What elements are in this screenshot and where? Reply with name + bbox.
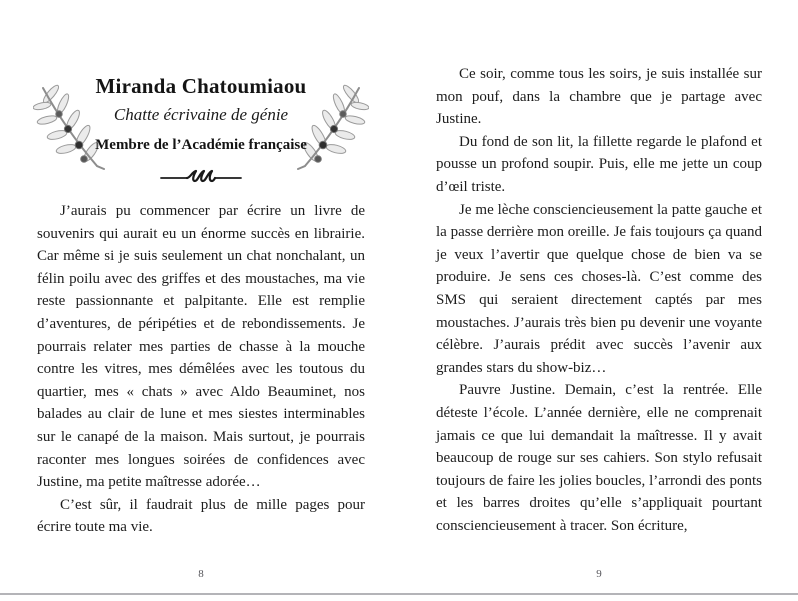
paragraph: Du fond de son lit, la fillette regarde le plafond et pousse un profond soupir. Puis, elle me jette un coup d’œil triste. <box>436 133 762 195</box>
left-page-text <box>37 200 365 539</box>
right-page-text <box>436 63 762 537</box>
author-role: Chatte écrivaine de génie <box>113 105 289 124</box>
paragraph: Ce soir, comme tous les soirs, je suis installée sur mon pouf, dans la chambre que je partage avec Justine. <box>436 66 762 128</box>
author-membership: Membre de l’Académie française <box>95 137 307 153</box>
paragraph: C’est sûr, il faudrait plus de mille pages pour écrire toute ma vie. <box>37 496 365 536</box>
paragraph: Je me lèche consciencieusement la patte gauche et la passe derrière mon oreille. Je fais toujours ça quand je veux l’avertir que quelque chose de bien va se produire. Je sens ces choses-là. C’est comme des SMS qui seraient directement captés par mes moustaches. J’aurais très bien pu devenir une voyante célèbre. J’aurais prédit avec succès l’avenir aux grandes stars du show-biz… <box>436 201 762 376</box>
author-name: Miranda Chatoumiaou <box>95 74 307 98</box>
paragraph: Pauvre Justine. Demain, c’est la rentrée. Elle déteste l’école. L’année dernière, elle ne comprenait jamais ce que lui demandait la maîtresse. Il y avait beaucoup de rouge sur ses cahiers. Son stylo refusait toujours de faire les jolies boucles, l’arrondi des ponts et les barres droites qu’elle s’appliquait pourtant consciencieusement à tracer. Son écriture, <box>436 382 762 534</box>
calligraphic-flourish-icon <box>37 168 365 186</box>
right-page <box>436 0 762 601</box>
page-number-left: 8 <box>198 568 204 580</box>
paragraph: J’aurais pu commencer par écrire un livre de souvenirs qui aurait eu un énorme succès en librairie. Car même si je suis seulement un chat nonchalant, un félin poilu avec des griffes et des moustaches, ma vie reste passionnante et palpitante. Elle est remplie d’aventures, de péripéties et de rebondissements. Je pourrais relater mes parties de chasse à la mouche contre les vitres, mes démêlées avec les toutous du quartier, mes « chats » avec Aldo Beauminet, nos balades au clair de lune et mes siestes interminables sur le canapé de la maison. Mais surtout, je pourrais raconter mes longues soirées de confidences avec Justine, ma petite maîtresse adorée… <box>37 203 365 491</box>
left-page <box>37 0 365 601</box>
page-number-right: 9 <box>596 568 602 580</box>
window-bottom-edge <box>0 593 798 595</box>
